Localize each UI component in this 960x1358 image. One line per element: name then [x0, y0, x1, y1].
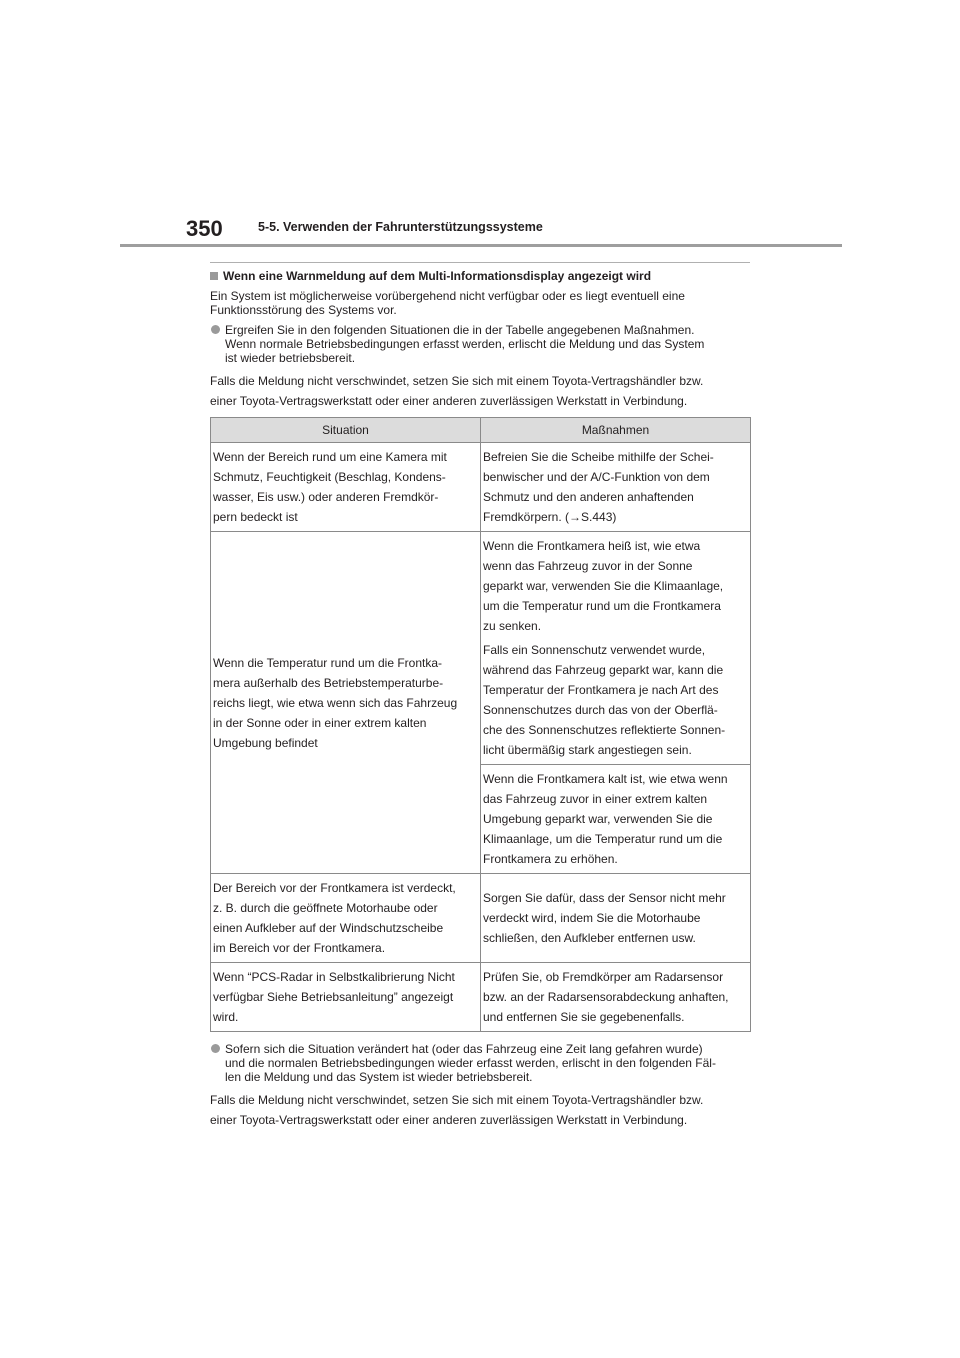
situation-cell [211, 874, 481, 963]
warning-heading-text: Wenn eine Warnmeldung auf dem Multi-Informationsdisplay angezeigt wird [223, 269, 652, 283]
intro-paragraph: Ein System ist möglicherweise vorübergehend nicht verfügbar oder es liegt eventuell eine Funktionsstörung des Systems vor. [210, 289, 685, 317]
situation-text: Wenn der Bereich rund um eine Kamera mit Schmutz, Feuchtigkeit (Beschlag, Kondens- wasser, Eis usw.) oder anderen Fremdkör- pern bedeckt ist [213, 450, 447, 524]
measure-cell [481, 874, 751, 963]
measure-text: Wenn die Frontkamera heiß ist, wie etwa wenn das Fahrzeug zuvor in der Sonne geparkt war, verwenden Sie die Klimaanlage, um die Temperatur rund um die Frontkamera zu senken. [483, 539, 724, 633]
circle-bullet-icon [211, 1044, 220, 1053]
situation-text: Wenn die Temperatur rund um die Frontka- mera außerhalb des Betriebstemperaturbe- reichs liegt, wie etwa wenn sich das Fahrzeug in der Sonne oder in einer extrem kalten Umgebung befindet [213, 655, 458, 750]
square-icon [210, 272, 218, 280]
measures-table [210, 417, 751, 1032]
table-row [211, 963, 751, 1032]
content [210, 262, 750, 1136]
heading-rule [210, 262, 750, 263]
dealer-note-1: Falls die Meldung nicht verschwindet, setzen Sie sich mit einem Toyota-Vertragshändler bzw. einer Toyota-Vertragswerkstatt oder einer anderen zuverlässigen Werkstatt in Verbindung. [210, 374, 704, 408]
measure-text: Wenn die Frontkamera kalt ist, wie etwa wenn das Fahrzeug zuvor in einer extrem kalten Umgebung geparkt war, verwenden Sie die Klimaanlage, um die Temperatur rund um die Frontkamera zu erhöhen. [483, 772, 728, 866]
measure-cell [481, 765, 751, 874]
situation-cell [211, 443, 481, 532]
table-row [211, 532, 751, 765]
dealer-note-2: Falls die Meldung nicht verschwindet, setzen Sie sich mit einem Toyota-Vertragshändler bzw. einer Toyota-Vertragswerkstatt oder einer anderen zuverlässigen Werkstatt in Verbindung. [210, 1093, 704, 1127]
bullet-item-2 [210, 1042, 750, 1084]
warning-heading [210, 269, 750, 283]
bullet-item-1-text: Ergreifen Sie in den folgenden Situationen die in der Tabelle angegebenen Maßnahmen. Wenn normale Betriebsbedingungen erfasst werden, erlischt die Meldung und das System ist wieder betriebsbereit. [225, 323, 705, 365]
measure-cell [481, 532, 751, 765]
table-header-row [211, 418, 751, 443]
page-number: 350 [186, 216, 223, 241]
circle-bullet-icon [211, 325, 220, 334]
column-header-situation: Situation [211, 418, 481, 443]
situation-cell [211, 532, 481, 874]
table-row [211, 443, 751, 532]
measure-cell [481, 443, 751, 532]
situation-text: Der Bereich vor der Frontkamera ist verdeckt, z. B. durch die geöffnete Motorhaube oder einen Aufkleber auf der Windschutzscheibe im Bereich vor der Frontkamera. [213, 881, 456, 955]
column-header-measures: Maßnahmen [481, 418, 751, 443]
situation-cell [211, 963, 481, 1032]
header-rule [120, 244, 842, 247]
table-row [211, 874, 751, 963]
measure-text: Befreien Sie die Scheibe mithilfe der Schei- benwischer und der A/C-Funktion von dem Schmutz und den anderen anhaftenden Fremdkörpern. (→S.443) [483, 450, 714, 524]
bullet-item-1 [210, 323, 750, 365]
section-title: 5-5. Verwenden der Fahrunterstützungssysteme [258, 220, 543, 234]
situation-text: Wenn “PCS-Radar in Selbstkalibrierung Nicht verfügbar Siehe Betriebsanleitung” angezeigt wird. [213, 970, 455, 1024]
measure-text: Falls ein Sonnenschutz verwendet wurde, während das Fahrzeug geparkt war, kann die Temperatur der Frontkamera je nach Art des Sonnenschutzes durch das von der Oberflä- che des Sonnenschutzes reflektierte Sonnen- licht übermäßig stark angestiegen sein. [483, 643, 726, 757]
measure-cell [481, 963, 751, 1032]
measure-text: Sorgen Sie dafür, dass der Sensor nicht mehr verdeckt wird, indem Sie die Motorhaube schließen, den Aufkleber entfernen usw. [483, 891, 726, 945]
measure-text: Prüfen Sie, ob Fremdkörper am Radarsensor bzw. an der Radarsensorabdeckung anhaften, und entfernen Sie sie gegebenenfalls. [483, 970, 729, 1024]
bullet-item-2-text: Sofern sich die Situation verändert hat (oder das Fahrzeug eine Zeit lang gefahren wurde) und die normalen Betriebsbedingungen wieder erfasst werden, erlischt in den folgenden Fäl- len die Meldung und das System ist wieder betriebsbereit. [225, 1042, 716, 1084]
